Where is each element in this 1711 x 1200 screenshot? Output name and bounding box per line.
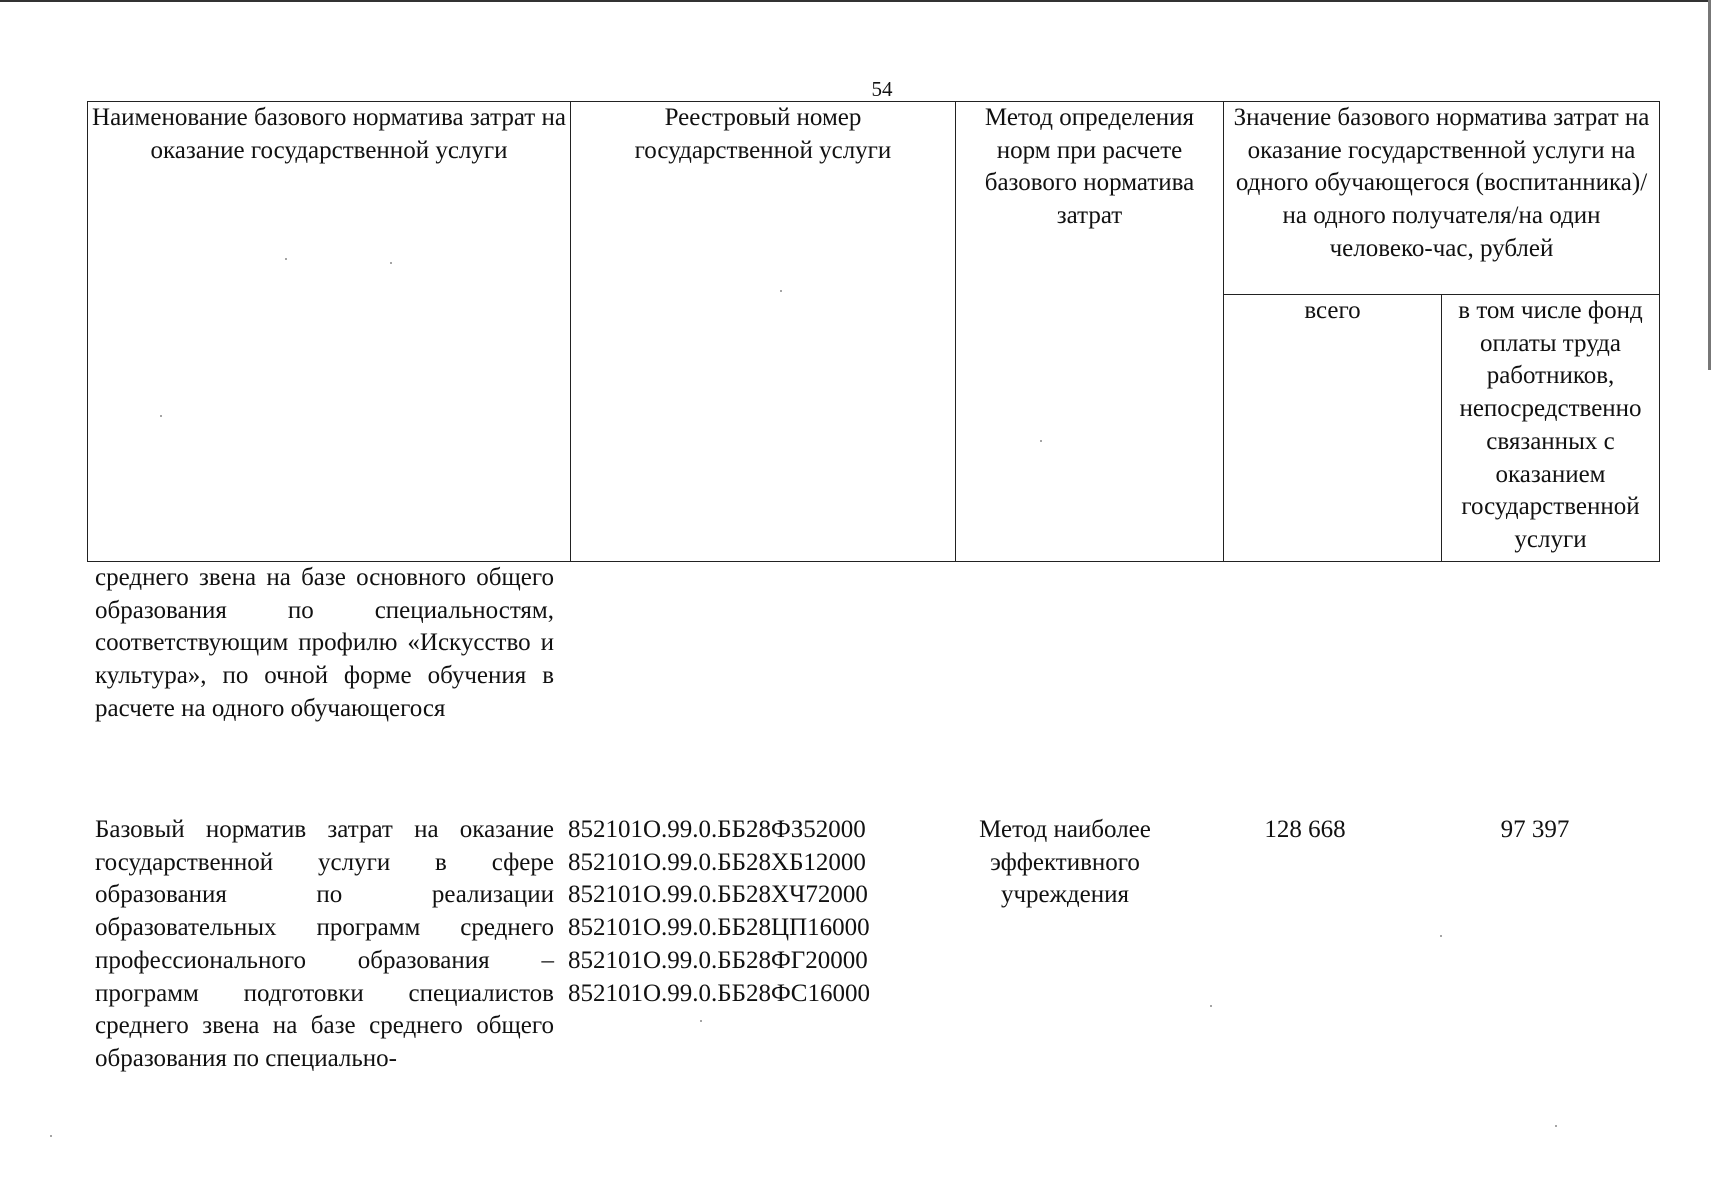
scan-speck [1440, 935, 1442, 937]
registry-number: 852101О.99.0.ББ28ФГ20000 [568, 946, 868, 974]
header-name-col: Наименование базового норматива затрат на оказание государственной услуги [88, 102, 571, 562]
header-registry-col: Реестровый номер государственной услуги [571, 102, 956, 562]
registry-number: 852101О.99.0.ББ28ХЧ72000 [568, 881, 868, 909]
scan-top-edge [0, 0, 1711, 2]
header-salary-col: в том числе фонд оплаты труда работников, непосредственно связанных с оказанием государственной услуги [1442, 295, 1660, 562]
continued-service-name: среднего звена на базе основного общего образования по специальностям, соответствующим профилю «Искусство и культура», по очной форме обучения в расчете на одного обучающегося [95, 564, 554, 722]
scan-speck [285, 258, 287, 260]
registry-number: 852101О.99.0.ББ28ФС16000 [568, 979, 870, 1007]
row-total: 128 668 [1264, 816, 1346, 843]
row-salary-fund: 97 397 [1500, 816, 1570, 843]
header-value-col: Значение базового норматива затрат на оказание государственной услуги на одного обучающегося (воспитанника)/на одного получателя/на один человеко-час, рублей [1224, 102, 1660, 295]
scan-speck [1040, 440, 1042, 442]
scan-speck [160, 415, 162, 417]
row-method: Метод наиболее эффективного учреждения [979, 816, 1151, 909]
header-row-top [88, 102, 1660, 295]
row-service-name: Базовый норматив затрат на оказание государственной услуги в сфере образования по реализации образовательных программ среднего профессионального образования – программ подготовки специалистов среднего звена на базе среднего общего образования по специально- [95, 816, 554, 1072]
scan-speck [1555, 1125, 1557, 1127]
registry-number: 852101О.99.0.ББ28ФЗ52000 [568, 816, 866, 843]
row-registry-numbers [568, 814, 928, 1010]
registry-number: 852101О.99.0.ББ28ХБ12000 [568, 848, 866, 876]
scan-speck [1210, 1005, 1212, 1007]
registry-number: 852101О.99.0.ББ28ЦП16000 [568, 914, 870, 942]
page-number: 54 [871, 77, 893, 101]
scan-speck [50, 1135, 52, 1137]
scan-speck [780, 290, 782, 292]
scan-speck [390, 262, 392, 264]
scan-speck [700, 1020, 702, 1022]
header-method-col: Метод определения норм при расчете базового норматива затрат [956, 102, 1224, 562]
header-table [87, 101, 1660, 562]
header-total-col: всего [1224, 295, 1442, 562]
